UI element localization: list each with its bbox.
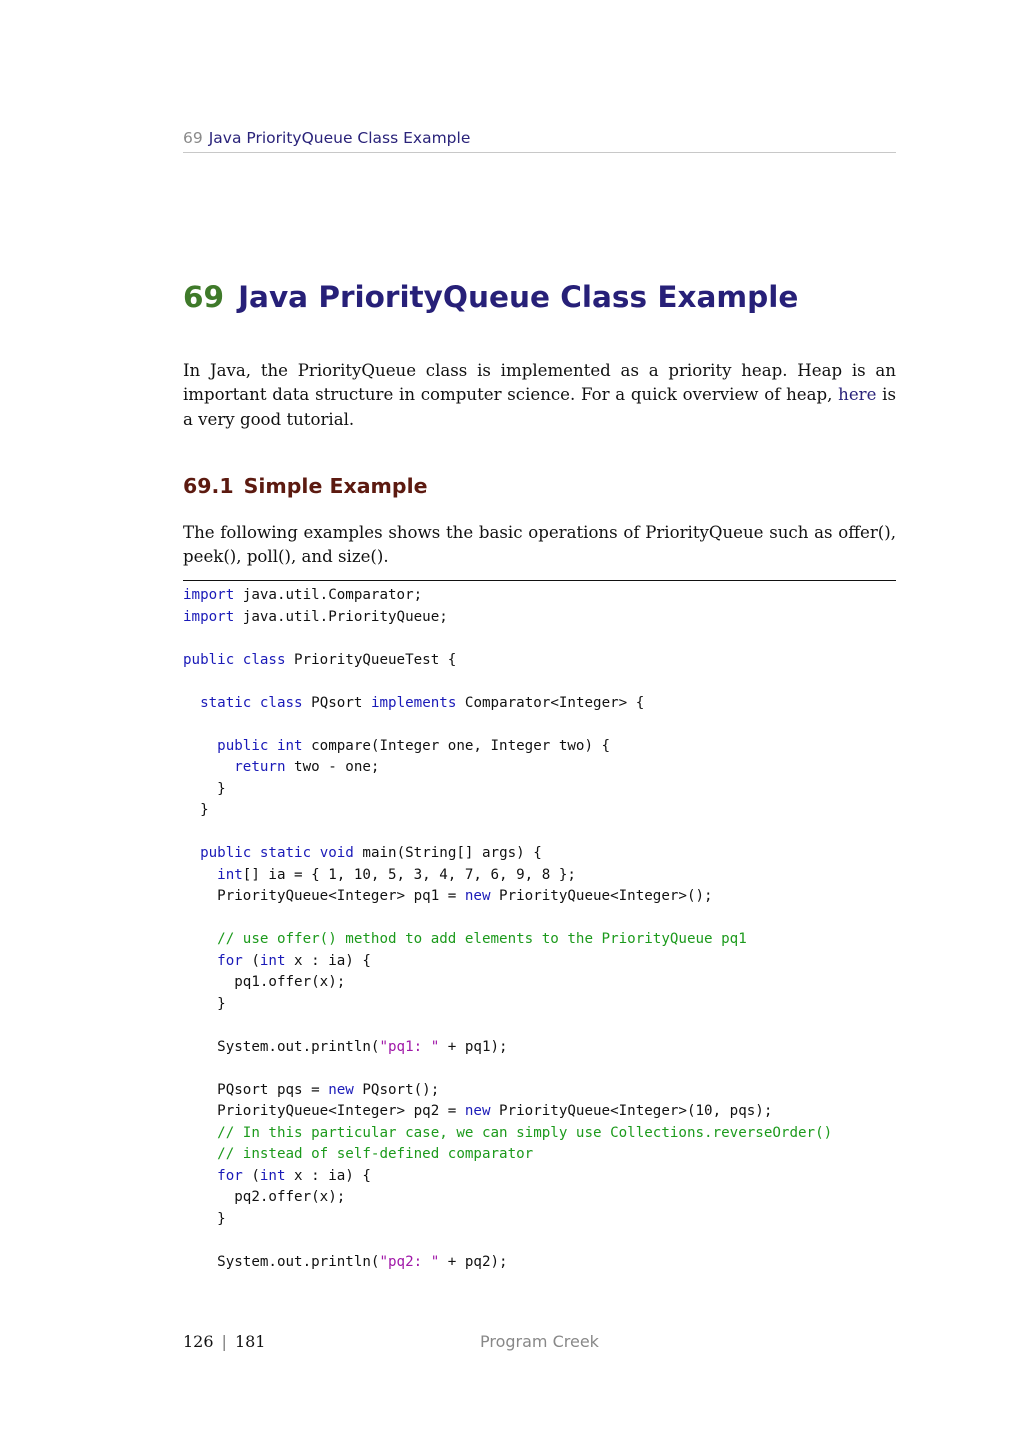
footer-total-pages: 181 bbox=[234, 1332, 266, 1351]
code-keyword: int bbox=[217, 866, 243, 883]
code-block bbox=[183, 585, 896, 1273]
code-keyword: class bbox=[259, 694, 303, 711]
code-keyword: for bbox=[217, 1167, 243, 1184]
code-line bbox=[183, 886, 896, 908]
code-line bbox=[183, 585, 896, 607]
code-line bbox=[183, 1209, 896, 1231]
code-token bbox=[183, 695, 200, 711]
code-line bbox=[183, 994, 896, 1016]
code-keyword: int bbox=[259, 952, 286, 969]
code-token bbox=[311, 845, 320, 861]
section-title-text: Simple Example bbox=[243, 474, 428, 498]
code-keyword: static bbox=[200, 694, 252, 711]
code-line bbox=[183, 1015, 896, 1037]
code-token bbox=[183, 1168, 217, 1184]
chapter-number: 69 bbox=[183, 280, 225, 314]
code-token bbox=[183, 738, 217, 754]
code-keyword: implements bbox=[370, 694, 457, 711]
code-token: System.out.println( bbox=[183, 1253, 380, 1270]
code-token bbox=[251, 845, 260, 861]
code-token: System.out.println( bbox=[183, 1038, 380, 1055]
code-token: two - one; bbox=[285, 759, 380, 775]
code-line bbox=[183, 908, 896, 930]
code-keyword: int bbox=[276, 737, 303, 754]
code-token: PQsort(); bbox=[353, 1081, 440, 1098]
code-token: ( bbox=[242, 1167, 260, 1184]
code-keyword: new bbox=[464, 888, 491, 904]
code-token: PQsort bbox=[302, 694, 371, 711]
code-line bbox=[183, 1123, 896, 1145]
code-block-rule bbox=[183, 580, 896, 581]
code-line bbox=[183, 757, 896, 779]
section-intro-paragraph: The following examples shows the basic operations of PriorityQueue such as offer(), peek(), poll(), and size(). bbox=[183, 523, 896, 567]
code-keyword: static bbox=[259, 845, 312, 861]
chapter-title bbox=[183, 277, 798, 317]
code-line bbox=[183, 1252, 896, 1274]
code-line bbox=[183, 671, 896, 693]
footer-current-page: 126 bbox=[183, 1332, 214, 1351]
code-token bbox=[183, 867, 217, 883]
code-token: } bbox=[183, 1210, 226, 1227]
running-header-chapter-title: Java PriorityQueue Class Example bbox=[208, 129, 471, 147]
code-token: PriorityQueue<Integer>(10, pqs); bbox=[490, 1103, 773, 1119]
code-line bbox=[183, 736, 896, 758]
code-token: pq1.offer(x); bbox=[183, 974, 346, 990]
code-line bbox=[183, 865, 896, 887]
code-line bbox=[183, 693, 896, 715]
code-token bbox=[183, 1146, 217, 1162]
code-line bbox=[183, 1144, 896, 1166]
code-token: PQsort pqs = bbox=[183, 1081, 329, 1098]
code-token: PriorityQueue<Integer> pq1 = bbox=[183, 888, 465, 904]
code-token: } bbox=[183, 780, 226, 797]
intro-text-after-link: is a very good tutorial. bbox=[183, 385, 896, 429]
running-header bbox=[183, 129, 896, 153]
code-keyword: import bbox=[183, 587, 235, 603]
code-line bbox=[183, 607, 896, 629]
code-line bbox=[183, 929, 896, 951]
section-number: 69.1 bbox=[183, 474, 234, 498]
intro-paragraph bbox=[183, 359, 896, 432]
code-line bbox=[183, 1166, 896, 1188]
code-token: java.util.PriorityQueue; bbox=[234, 608, 448, 625]
heap-tutorial-link[interactable]: here bbox=[838, 385, 877, 405]
code-token bbox=[251, 695, 260, 711]
code-line bbox=[183, 1230, 896, 1252]
code-token: PriorityQueueTest { bbox=[285, 651, 457, 668]
footer-separator: | bbox=[221, 1332, 227, 1351]
code-token bbox=[183, 845, 200, 861]
code-token: [] ia = { 1, 10, 5, 3, 4, 7, 6, 9, 8 }; bbox=[242, 866, 576, 883]
code-token: Comparator<Integer> { bbox=[456, 694, 645, 711]
code-token: main(String[] args) { bbox=[353, 845, 542, 861]
code-line bbox=[183, 1187, 896, 1209]
code-token bbox=[183, 953, 217, 969]
code-line bbox=[183, 628, 896, 650]
code-line bbox=[183, 1080, 896, 1102]
code-line bbox=[183, 822, 896, 844]
code-keyword: void bbox=[319, 845, 354, 861]
code-token bbox=[234, 652, 243, 668]
code-token: x : ia) { bbox=[285, 1167, 371, 1184]
code-comment: // In this particular case, we can simply use Collections.reverseOrder() bbox=[217, 1124, 833, 1141]
code-keyword: public bbox=[217, 737, 269, 754]
code-line bbox=[183, 800, 896, 822]
code-keyword: new bbox=[328, 1081, 354, 1098]
code-keyword: public bbox=[183, 651, 235, 668]
code-line bbox=[183, 843, 896, 865]
code-line bbox=[183, 951, 896, 973]
footer-source: Program Creek bbox=[480, 1332, 599, 1351]
code-comment: // instead of self-defined comparator bbox=[217, 1146, 534, 1162]
code-comment: // use offer() method to add elements to the PriorityQueue pq1 bbox=[217, 931, 747, 947]
code-line bbox=[183, 650, 896, 672]
code-token: PriorityQueue<Integer>(); bbox=[490, 888, 713, 904]
code-keyword: int bbox=[259, 1167, 286, 1184]
code-token: + pq1); bbox=[439, 1038, 508, 1055]
code-string: "pq1: " bbox=[379, 1038, 440, 1055]
code-line bbox=[183, 1101, 896, 1123]
code-token bbox=[268, 738, 277, 754]
code-string: "pq2: " bbox=[379, 1253, 440, 1270]
chapter-title-text: Java PriorityQueue Class Example bbox=[238, 280, 799, 314]
code-token: } bbox=[183, 802, 209, 818]
code-keyword: new bbox=[464, 1103, 491, 1119]
code-token: java.util.Comparator; bbox=[234, 587, 423, 603]
code-token: + pq2); bbox=[439, 1253, 508, 1270]
footer-page-number bbox=[183, 1331, 265, 1353]
code-token bbox=[183, 931, 217, 947]
section-title bbox=[183, 472, 428, 500]
code-token bbox=[183, 1125, 217, 1141]
code-line bbox=[183, 779, 896, 801]
running-header-chapter-number: 69 bbox=[183, 129, 203, 147]
code-keyword: for bbox=[217, 952, 243, 969]
code-token: } bbox=[183, 995, 226, 1012]
intro-text-before-link: In Java, the PriorityQueue class is implemented as a priority heap. Heap is an important data structure in computer science. For a quick overview of heap, bbox=[183, 361, 896, 405]
code-line bbox=[183, 1037, 896, 1059]
code-line bbox=[183, 714, 896, 736]
code-token: PriorityQueue<Integer> pq2 = bbox=[183, 1103, 465, 1119]
code-token bbox=[183, 759, 234, 775]
code-token: pq2.offer(x); bbox=[183, 1189, 346, 1205]
code-line bbox=[183, 1058, 896, 1080]
code-line bbox=[183, 972, 896, 994]
code-keyword: import bbox=[183, 608, 235, 625]
code-token: x : ia) { bbox=[285, 952, 371, 969]
code-keyword: class bbox=[242, 651, 286, 668]
code-keyword: public bbox=[200, 845, 252, 861]
code-token: compare(Integer one, Integer two) { bbox=[302, 737, 611, 754]
code-keyword: return bbox=[234, 759, 286, 775]
code-token: ( bbox=[242, 952, 260, 969]
